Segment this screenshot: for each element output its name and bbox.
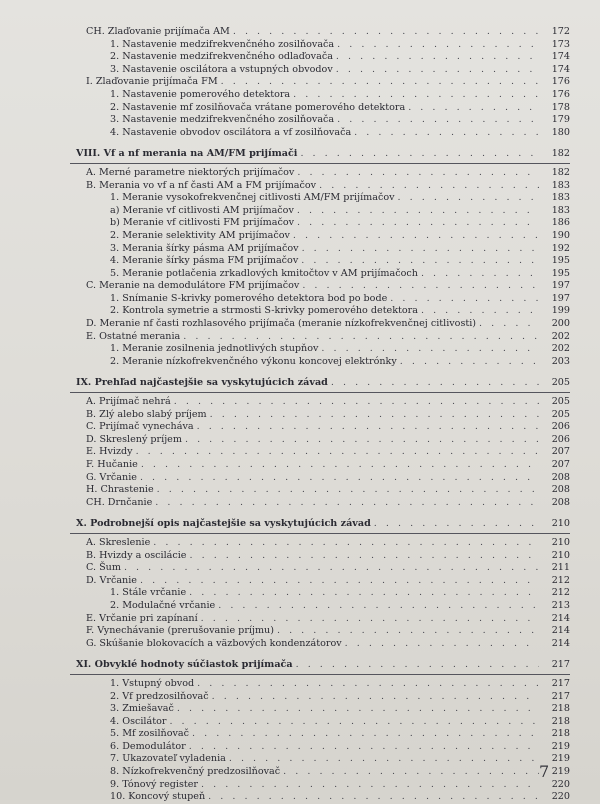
toc-entry-page: 192 (551, 242, 570, 254)
chapter-rule (70, 392, 570, 393)
toc-entry-page: 202 (551, 343, 570, 355)
toc-entry-page: 213 (551, 599, 570, 611)
toc-chapter-entry (70, 148, 570, 161)
toc-entry (70, 180, 570, 193)
toc-entry-page: 173 (551, 38, 570, 50)
leader-dots (300, 148, 539, 161)
toc-entry (70, 625, 570, 638)
toc-entry-title: 8. Nízkofrekvenčný predzosilňovač (110, 766, 281, 778)
leader-dots (201, 779, 539, 792)
toc-entry-title: 3. Nastavenie medzifrekvenčného zosilňovača (110, 114, 335, 126)
toc-entry-page: 212 (551, 587, 570, 599)
toc-entry (70, 766, 570, 779)
toc-entry-title: 1. Vstupný obvod (110, 677, 195, 689)
toc-entry-title: H. Chrastenie (86, 484, 154, 496)
toc-entry-page: 208 (551, 484, 570, 496)
toc-chapter-entry (70, 518, 570, 531)
leader-dots (189, 587, 539, 600)
toc-entry (70, 102, 570, 115)
toc-entry (70, 575, 570, 588)
toc-entry-title: C. Šum (86, 562, 121, 574)
toc-entry (70, 703, 570, 716)
toc-entry-title: D. Skreslený príjem (86, 433, 182, 445)
leader-dots (319, 180, 539, 193)
toc-entry-title: 4. Oscilátor (110, 715, 167, 727)
toc-entry (70, 459, 570, 472)
leader-dots (169, 716, 539, 729)
toc-entry-title: G. Skúšanie blokovacích a väzbových kondenzátorov (86, 637, 342, 649)
toc-entry-page: 217 (551, 659, 570, 671)
leader-dots (297, 217, 539, 230)
toc-entry-page: 218 (551, 715, 570, 727)
toc-entry (70, 600, 570, 613)
toc-entry-page: 178 (551, 101, 570, 113)
toc-entry-title: D. Meranie nf časti rozhlasového prijímača (meranie nízkofrekvenčnej citlivosti) (86, 318, 477, 330)
toc-entry-title: IX. Prehľad najčastejšie sa vyskytujúcich závad (76, 377, 328, 389)
toc-entry-page: 197 (551, 292, 570, 304)
table-of-contents (70, 26, 570, 804)
toc-entry-page: 200 (551, 318, 570, 330)
leader-dots (140, 575, 539, 588)
toc-entry-page: 217 (551, 690, 570, 702)
toc-entry-page: 182 (551, 148, 570, 160)
toc-entry (70, 613, 570, 626)
toc-entry-title: CH. Zlaďovanie prijímača AM (86, 26, 230, 37)
toc-entry-title: G. Vrčanie (86, 471, 137, 483)
toc-entry (70, 26, 570, 39)
toc-entry (70, 51, 570, 64)
toc-entry (70, 537, 570, 550)
page-number: 7 (539, 762, 550, 781)
toc-entry-title: 5. Meranie potlačenia zrkadlových kmitočtov v AM prijímačoch (110, 267, 418, 279)
toc-entry (70, 217, 570, 230)
toc-chapter-entry (70, 377, 570, 390)
toc-entry-title: 4. Meranie šírky pásma FM prijímačov (110, 255, 299, 267)
leader-dots (157, 484, 539, 497)
toc-entry-page: 199 (551, 305, 570, 317)
toc-entry (70, 230, 570, 243)
toc-entry-page: 218 (551, 728, 570, 740)
toc-entry (70, 779, 570, 792)
toc-entry-page: 219 (551, 753, 570, 765)
toc-entry (70, 691, 570, 704)
chapter-rule (70, 533, 570, 534)
toc-entry-title: E. Vrčanie pri zapínaní (86, 612, 198, 624)
toc-entry (70, 331, 570, 344)
toc-entry (70, 472, 570, 485)
toc-entry-page: 220 (551, 791, 570, 803)
toc-entry-page: 190 (551, 229, 570, 241)
toc-entry-title: 1. Snímanie S-krivky pomerového detektora bod po bode (110, 292, 388, 304)
leader-dots (354, 127, 539, 140)
toc-entry (70, 638, 570, 651)
toc-entry-page: 214 (551, 612, 570, 624)
leader-dots (400, 356, 539, 369)
leader-dots (190, 550, 540, 563)
leader-dots (197, 421, 539, 434)
toc-entry-page: 172 (551, 26, 570, 37)
toc-entry-page: 205 (551, 396, 570, 408)
toc-entry-title: F. Vynechávanie (prerušovanie príjmu) (86, 625, 274, 637)
leader-dots (218, 600, 539, 613)
toc-entry (70, 167, 570, 180)
toc-entry (70, 268, 570, 281)
toc-entry-title: 2. Kontrola symetrie a strmosti S-krivky pomerového detektora (110, 305, 418, 317)
leader-dots (336, 64, 539, 77)
toc-entry-page: 176 (551, 76, 570, 88)
toc-entry (70, 343, 570, 356)
toc-entry-title: X. Podrobnejší opis najčastejšie sa vyskytujúcich závad (76, 518, 371, 530)
leader-dots (398, 192, 539, 205)
toc-entry (70, 587, 570, 600)
toc-entry (70, 243, 570, 256)
toc-entry-page: 174 (551, 63, 570, 75)
leader-dots (293, 89, 539, 102)
toc-entry-title: I. Zlaďovanie prijímača FM (86, 76, 218, 88)
toc-entry-page: 203 (551, 355, 570, 367)
leader-dots (337, 114, 539, 127)
toc-entry-page: 207 (551, 446, 570, 458)
toc-entry-page: 205 (551, 408, 570, 420)
toc-entry-page: 219 (551, 766, 570, 778)
leader-dots (185, 434, 539, 447)
toc-entry-title: 2. Meranie nízkofrekvenčného výkonu koncovej elektrónky (110, 355, 397, 367)
leader-dots (277, 625, 539, 638)
leader-dots (408, 102, 539, 115)
toc-entry-title: F. Hučanie (86, 459, 138, 470)
toc-entry (70, 255, 570, 268)
toc-entry (70, 550, 570, 563)
leader-dots (197, 678, 539, 691)
leader-dots (301, 255, 539, 268)
toc-entry-title: A. Skreslenie (86, 536, 151, 548)
toc-entry-title: CH. Drnčanie (86, 496, 153, 508)
toc-entry (70, 409, 570, 422)
toc-entry-title: XI. Obvyklé hodnoty súčiastok prijímača (76, 659, 293, 671)
leader-dots (124, 562, 539, 575)
toc-entry-page: 217 (551, 677, 570, 689)
leader-dots (136, 446, 539, 459)
toc-entry-title: 2. Nastavenie medzifrekvenčného odlaďovača (110, 51, 333, 63)
leader-dots (140, 472, 539, 485)
toc-entry (70, 791, 570, 804)
toc-entry (70, 396, 570, 409)
toc-entry-title: B. Hvizdy a oscilácie (86, 549, 187, 561)
leader-dots (296, 659, 539, 672)
toc-entry-page: 208 (551, 496, 570, 508)
toc-entry-title: A. Merné parametre niektorých prijímačov (86, 166, 295, 178)
toc-entry-page: 206 (551, 421, 570, 433)
toc-entry-title: E. Ostatné merania (86, 330, 181, 342)
toc-entry (70, 562, 570, 575)
leader-dots (153, 537, 539, 550)
toc-entry-title: 10. Koncový stupeň (110, 791, 206, 803)
chapter-rule (70, 163, 570, 164)
toc-entry-title: 2. Modulačné vrčanie (110, 599, 216, 611)
leader-dots (390, 293, 539, 306)
leader-dots (192, 728, 539, 741)
leader-dots (479, 318, 539, 331)
toc-entry-page: 210 (551, 518, 570, 530)
toc-entry (70, 280, 570, 293)
leader-dots (336, 51, 539, 64)
toc-entry-title: 1. Meranie vysokofrekvenčnej citlivosti AM/FM prijímačov (110, 192, 395, 204)
toc-entry (70, 127, 570, 140)
toc-entry-title: 7. Ukazovateľ vyladenia (110, 753, 226, 765)
toc-entry-page: 195 (551, 267, 570, 279)
toc-entry-page: 210 (551, 549, 570, 561)
toc-entry (70, 318, 570, 331)
toc-entry-page: 214 (551, 637, 570, 649)
toc-entry-page: 205 (551, 377, 570, 389)
toc-entry-page: 183 (551, 192, 570, 204)
toc-entry-title: 9. Tónový register (110, 778, 198, 790)
toc-entry-page: 220 (551, 778, 570, 790)
leader-dots (331, 377, 539, 390)
toc-entry (70, 356, 570, 369)
leader-dots (374, 518, 539, 531)
toc-entry-title: 2. Vf predzosilňovač (110, 690, 209, 702)
toc-entry-page: 211 (551, 562, 570, 574)
toc-entry-page: 207 (551, 459, 570, 470)
toc-entry-title: B. Merania vo vf a nf časti AM a FM prijímačov (86, 179, 317, 191)
toc-entry-title: 1. Meranie zosilnenia jednotlivých stupňov (110, 343, 319, 355)
toc-entry-page: 186 (551, 217, 570, 229)
toc-entry-title: B. Zlý alebo slabý príjem (86, 408, 207, 420)
toc-entry-title: b) Meranie vf citlivosti FM prijímačov (110, 217, 295, 229)
leader-dots (177, 703, 539, 716)
leader-dots (221, 76, 539, 89)
toc-entry-title: 2. Nastavenie mf zosilňovača vrátane pomerového detektora (110, 101, 406, 113)
toc-entry (70, 741, 570, 754)
toc-entry-title: A. Prijímač nehrá (86, 396, 171, 408)
toc-entry (70, 678, 570, 691)
leader-dots (201, 613, 539, 626)
leader-dots (337, 39, 539, 52)
toc-entry-title: C. Prijímač vynecháva (86, 421, 194, 433)
toc-entry (70, 64, 570, 77)
leader-dots (183, 331, 539, 344)
toc-entry-title: 5. Mf zosilňovač (110, 728, 189, 740)
toc-entry-page: 179 (551, 114, 570, 126)
toc-chapter-entry (70, 659, 570, 672)
toc-entry-title: a) Meranie vf citlivosti AM prijímačov (110, 204, 294, 216)
toc-entry-page: 183 (551, 204, 570, 216)
leader-dots (297, 167, 539, 180)
toc-entry (70, 76, 570, 89)
leader-dots (283, 766, 539, 779)
toc-entry (70, 205, 570, 218)
toc-entry-title: 1. Nastavenie pomerového detektora (110, 88, 291, 100)
toc-entry-title: C. Meranie na demodulátore FM prijímačov (86, 280, 300, 292)
toc-entry (70, 305, 570, 318)
toc-entry (70, 421, 570, 434)
leader-dots (189, 741, 539, 754)
toc-entry-title: D. Vrčanie (86, 574, 137, 586)
toc-entry (70, 89, 570, 102)
toc-entry-title: 2. Meranie selektivity AM prijímačov (110, 229, 290, 241)
toc-entry-title: 3. Nastavenie oscilátora a vstupných obvodov (110, 63, 333, 75)
toc-entry (70, 497, 570, 510)
toc-entry-page: 208 (551, 471, 570, 483)
toc-entry-page: 180 (551, 126, 570, 138)
leader-dots (174, 396, 539, 409)
toc-entry-page: 212 (551, 574, 570, 586)
toc-entry-page: 210 (551, 536, 570, 548)
chapter-rule (70, 674, 570, 675)
toc-entry (70, 716, 570, 729)
toc-entry-page: 182 (551, 166, 570, 178)
leader-dots (208, 791, 539, 804)
leader-dots (421, 305, 539, 318)
toc-entry-title: 1. Stále vrčanie (110, 587, 187, 599)
toc-entry-title: 3. Zmiešavač (110, 703, 174, 715)
leader-dots (229, 753, 539, 766)
toc-entry (70, 192, 570, 205)
toc-entry-title: VIII. Vf a nf merania na AM/FM prijímači (76, 148, 298, 160)
toc-entry (70, 114, 570, 127)
toc-entry-title: 1. Nastavenie medzifrekvenčného zosilňovača (110, 38, 335, 50)
toc-entry-page: 197 (551, 280, 570, 292)
toc-entry-page: 219 (551, 740, 570, 752)
leader-dots (302, 280, 539, 293)
toc-entry (70, 728, 570, 741)
leader-dots (345, 638, 539, 651)
leader-dots (233, 26, 539, 39)
leader-dots (302, 243, 539, 256)
toc-entry-page: 174 (551, 51, 570, 63)
toc-entry (70, 446, 570, 459)
leader-dots (210, 409, 539, 422)
toc-entry-page: 218 (551, 703, 570, 715)
toc-entry-page: 195 (551, 255, 570, 267)
toc-entry-title: 4. Nastavenie obvodov oscilátora a vf zosilňovača (110, 126, 352, 138)
leader-dots (141, 459, 539, 472)
toc-entry-title: 6. Demodulátor (110, 740, 186, 752)
leader-dots (212, 691, 539, 704)
toc-entry-page: 183 (551, 179, 570, 191)
toc-entry (70, 434, 570, 447)
leader-dots (321, 343, 539, 356)
toc-entry-title: E. Hvizdy (86, 446, 133, 458)
toc-entry-page: 206 (551, 433, 570, 445)
toc-entry-page: 202 (551, 330, 570, 342)
leader-dots (293, 230, 539, 243)
toc-entry (70, 293, 570, 306)
toc-entry-page: 214 (551, 625, 570, 637)
toc-entry-title: 3. Merania šírky pásma AM prijímačov (110, 242, 299, 254)
toc-entry-page: 176 (551, 88, 570, 100)
leader-dots (421, 268, 539, 281)
leader-dots (297, 205, 539, 218)
toc-entry (70, 484, 570, 497)
toc-entry (70, 39, 570, 52)
toc-entry (70, 753, 570, 766)
leader-dots (155, 497, 539, 510)
